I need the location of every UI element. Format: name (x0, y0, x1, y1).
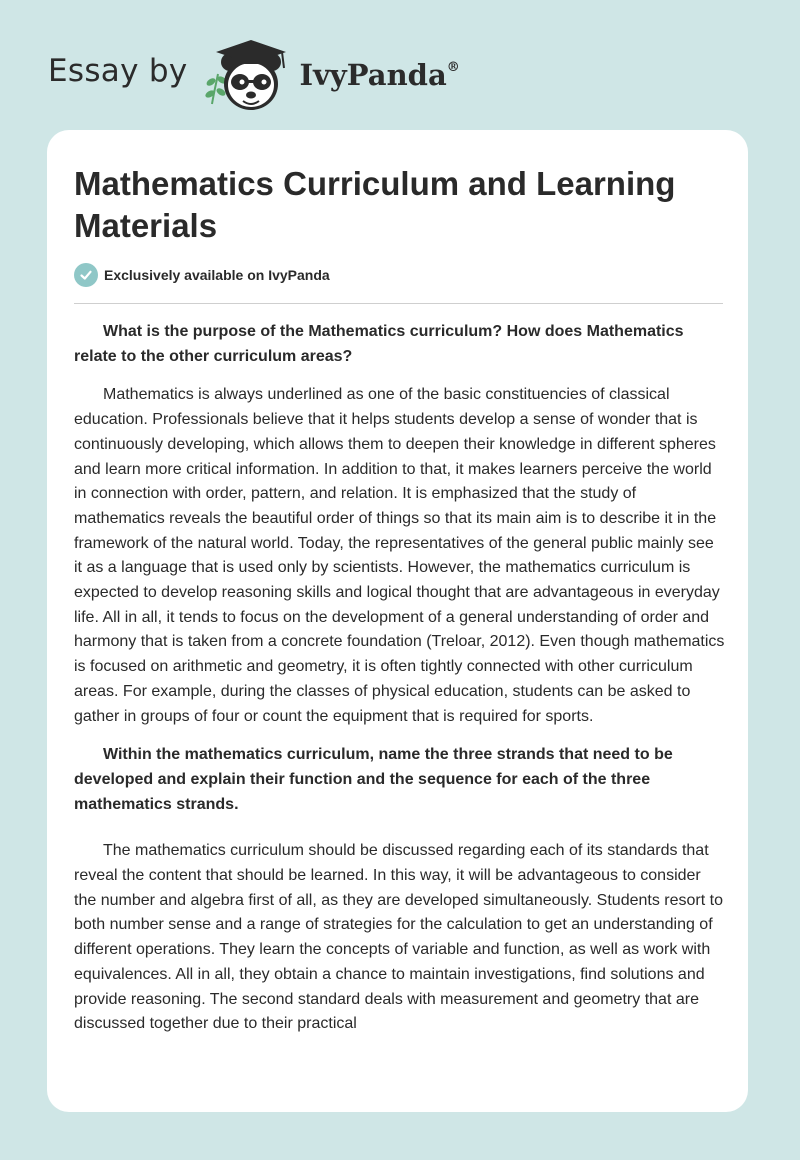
divider (74, 303, 723, 304)
brand-name[interactable] (300, 58, 460, 92)
check-icon (74, 263, 98, 287)
essay-by-label: Essay by (48, 53, 188, 89)
badge-label: Exclusively available on IvyPanda (104, 267, 330, 283)
body-paragraph: Mathematics is always underlined as one of the basic constituencies of classical education. Professionals believe that it helps students develop a sense of wonder that is continuously developing, which allows them to deepen their knowledge in different spheres and learn more critical information. In addition to that, it makes learners perceive the world in connection with order, pattern, and relation. It is emphasized that the study of mathematics reveals the beautiful order of things so that its main aim is to describe it in the framework of the natural world. Today, the representatives of the general public mainly see it as a language that is used only by scientists. However, the mathematics curriculum is expected to develop reasoning skills and logical thought that are advantageous in everyday life. All in all, it tends to focus on the development of a general understanding of order and harmony that is taken from a concrete foundation (Treloar, 2012). Even though mathematics is focused on arithmetic and geometry, it is often tightly connected with other curriculum areas. For example, during the classes of physical education, students can be asked to gather in groups of four or count the equipment that is required for sports. (74, 386, 725, 725)
registered-mark: ® (446, 60, 460, 75)
exclusive-badge (74, 263, 330, 287)
essay-card (47, 130, 748, 1112)
site-header (48, 34, 508, 114)
body-paragraph: The mathematics curriculum should be discussed regarding each of its standards that reveal the content that should be learned. In this way, it will be advantageous to consider the number and algebra first of all, as they are developed simultaneously. Students resort to both number sense and a range of strategies for the calculation to get an understanding of different operations. They learn the concepts of variable and function, as well as work with equivalences. All in all, they obtain a chance to maintain investigations, find solutions and provide reasoning. The second standard deals with measurement and geometry that are discussed together due to their practical (74, 842, 723, 1033)
question-heading: Within the mathematics curriculum, name the three strands that need to be developed and explain their function and the sequence for each of the three mathematics strands. (74, 746, 673, 813)
ivypanda-logo-icon[interactable] (202, 34, 298, 114)
question-heading: What is the purpose of the Mathematics curriculum? How does Mathematics relate to the other curriculum areas? (74, 323, 684, 365)
brand-text: IvyPanda (299, 58, 447, 92)
essay-body (74, 320, 726, 1051)
page-title: Mathematics Curriculum and Learning Materials (74, 165, 676, 244)
